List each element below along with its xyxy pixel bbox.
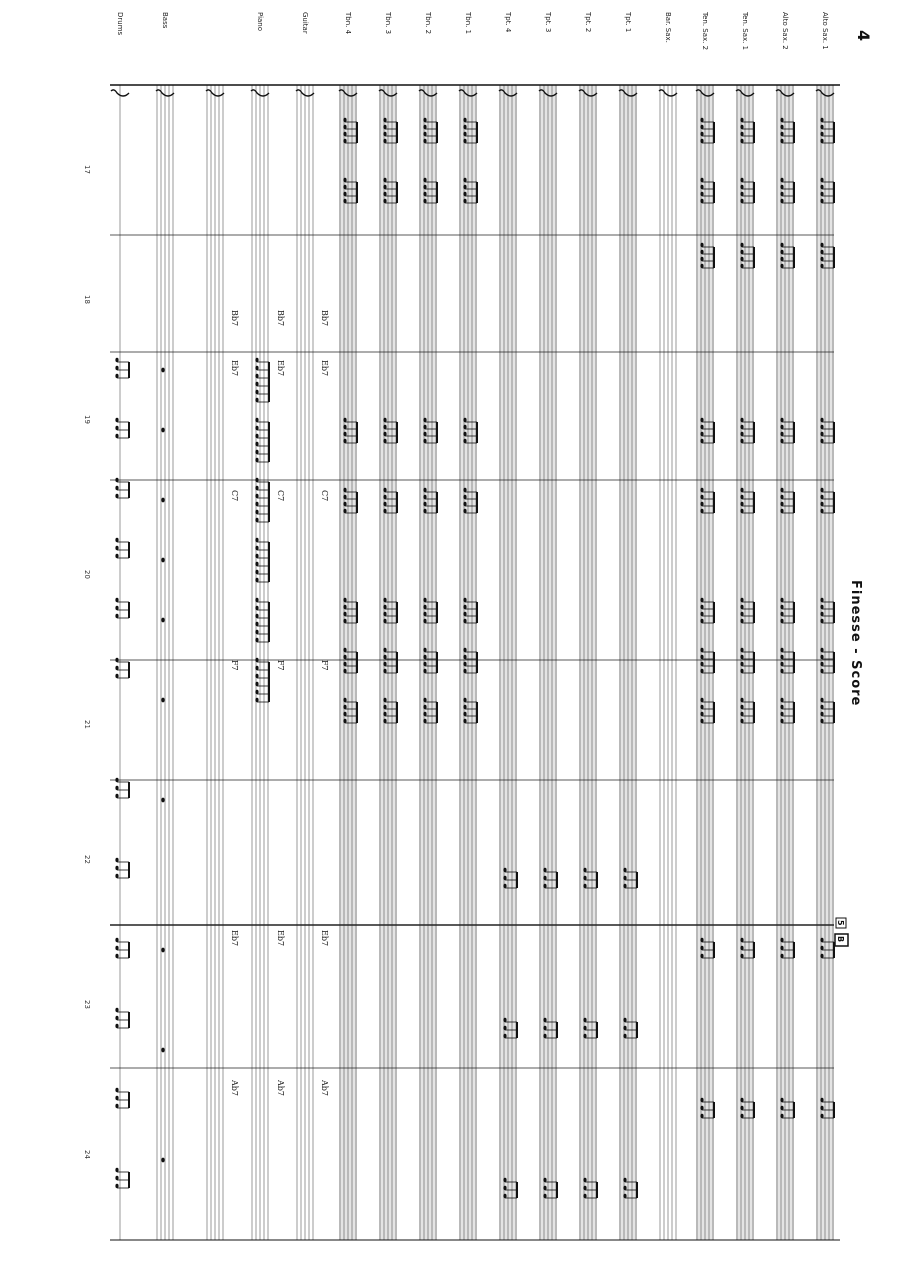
instrument-label: Ten. Sax. 2 (701, 12, 709, 51)
bass-note (161, 498, 164, 503)
note-group (255, 358, 269, 402)
chord-symbol: Ab7 (276, 1080, 285, 1096)
chord-symbol: F7 (276, 660, 285, 671)
bass-note (161, 558, 164, 563)
staff-13 (339, 85, 357, 1240)
staff-4 (696, 85, 714, 1240)
bass-note (161, 948, 164, 953)
staff-8 (539, 85, 557, 1240)
chord-symbol: F7 (230, 660, 239, 671)
chord-symbol: Eb7 (320, 930, 329, 947)
measure-number: 19 (83, 415, 91, 424)
staff-1 (816, 85, 834, 1240)
bass-note (161, 618, 164, 623)
staff-12 (379, 85, 397, 1240)
note-group (115, 418, 129, 438)
instrument-label: Guitar (301, 12, 309, 34)
instrument-label: Tbn. 3 (384, 12, 392, 35)
instrument-label: Ten. Sax. 1 (741, 12, 749, 51)
chord-symbol: Eb7 (230, 360, 239, 377)
rehearsal-measure: 5 (836, 920, 845, 926)
measure-number: 17 (83, 165, 91, 174)
bass-note (161, 698, 164, 703)
note-group (115, 1168, 129, 1188)
page-number: 4 (854, 30, 873, 42)
chord-symbol: Eb7 (230, 930, 239, 947)
chord-symbol: Ab7 (320, 1080, 329, 1096)
bass-note (161, 1048, 164, 1053)
instrument-label: Tpt. 3 (544, 12, 552, 33)
note-group (115, 1008, 129, 1028)
staff-7 (579, 85, 597, 1240)
measure-number: 23 (83, 1000, 91, 1009)
instrument-label: Tpt. 4 (504, 12, 512, 33)
note-group (115, 658, 129, 678)
staff-16 (206, 85, 224, 1240)
bass-note (161, 368, 164, 373)
chord-symbol: C7 (230, 490, 239, 502)
staff-10 (459, 85, 477, 1240)
note-group (115, 538, 129, 558)
staff-9 (499, 85, 517, 1240)
chord-symbol: Bb7 (320, 310, 329, 327)
measure-number: 22 (83, 855, 91, 864)
staff-2 (776, 85, 794, 1240)
note-group (115, 1088, 129, 1108)
rehearsal-marks (835, 918, 848, 946)
instrument-label: Alto Sax. 2 (781, 12, 789, 50)
staff-6 (619, 85, 637, 1240)
instrument-label: Tbn. 4 (344, 12, 352, 35)
page-title: Finesse - Score (848, 580, 863, 707)
chord-symbol: Eb7 (276, 360, 285, 377)
measure-number: 18 (83, 295, 91, 304)
staff-14 (296, 85, 314, 1240)
chord-symbol: C7 (276, 490, 285, 502)
note-group (115, 858, 129, 878)
chord-symbol: Eb7 (320, 360, 329, 377)
chord-symbol: F7 (320, 660, 329, 671)
note-group (255, 418, 269, 462)
staff-3 (736, 85, 754, 1240)
chord-symbol: Bb7 (276, 310, 285, 327)
instrument-label: Tbn. 1 (464, 12, 472, 35)
instrument-label: Tbn. 2 (424, 12, 432, 35)
staff-5 (659, 85, 677, 1240)
note-group (115, 938, 129, 958)
chord-symbol: Bb7 (230, 310, 239, 327)
instrument-label: Tpt. 2 (584, 12, 592, 33)
note-group (115, 598, 129, 618)
staff-18 (111, 85, 129, 1240)
measure-number: 24 (83, 1150, 91, 1159)
instrument-label: Alto Sax. 1 (821, 12, 829, 50)
bass-note (161, 1158, 164, 1163)
bass-note (161, 428, 164, 433)
instrument-label: Tpt. 1 (624, 12, 632, 33)
staff-17 (156, 85, 174, 1240)
chord-symbol: C7 (320, 490, 329, 502)
note-group (115, 358, 129, 378)
note-group (115, 478, 129, 498)
instrument-label: Bar. Sax. (664, 12, 672, 43)
measure-number: 20 (83, 570, 91, 579)
note-group (255, 598, 269, 642)
chord-symbol: Ab7 (230, 1080, 239, 1096)
chord-symbol: Eb7 (276, 930, 285, 947)
bass-note (161, 798, 164, 803)
staff-15 (251, 85, 269, 1240)
instrument-label: Drums (116, 12, 124, 36)
note-group (255, 658, 269, 702)
note-group (255, 538, 269, 582)
instrument-label: Piano (256, 12, 264, 32)
measure-number: 21 (83, 720, 91, 729)
rehearsal-letter: B (836, 936, 845, 943)
note-group (255, 478, 269, 522)
note-group (115, 778, 129, 798)
instrument-label: Bass (161, 12, 169, 29)
staff-11 (419, 85, 437, 1240)
